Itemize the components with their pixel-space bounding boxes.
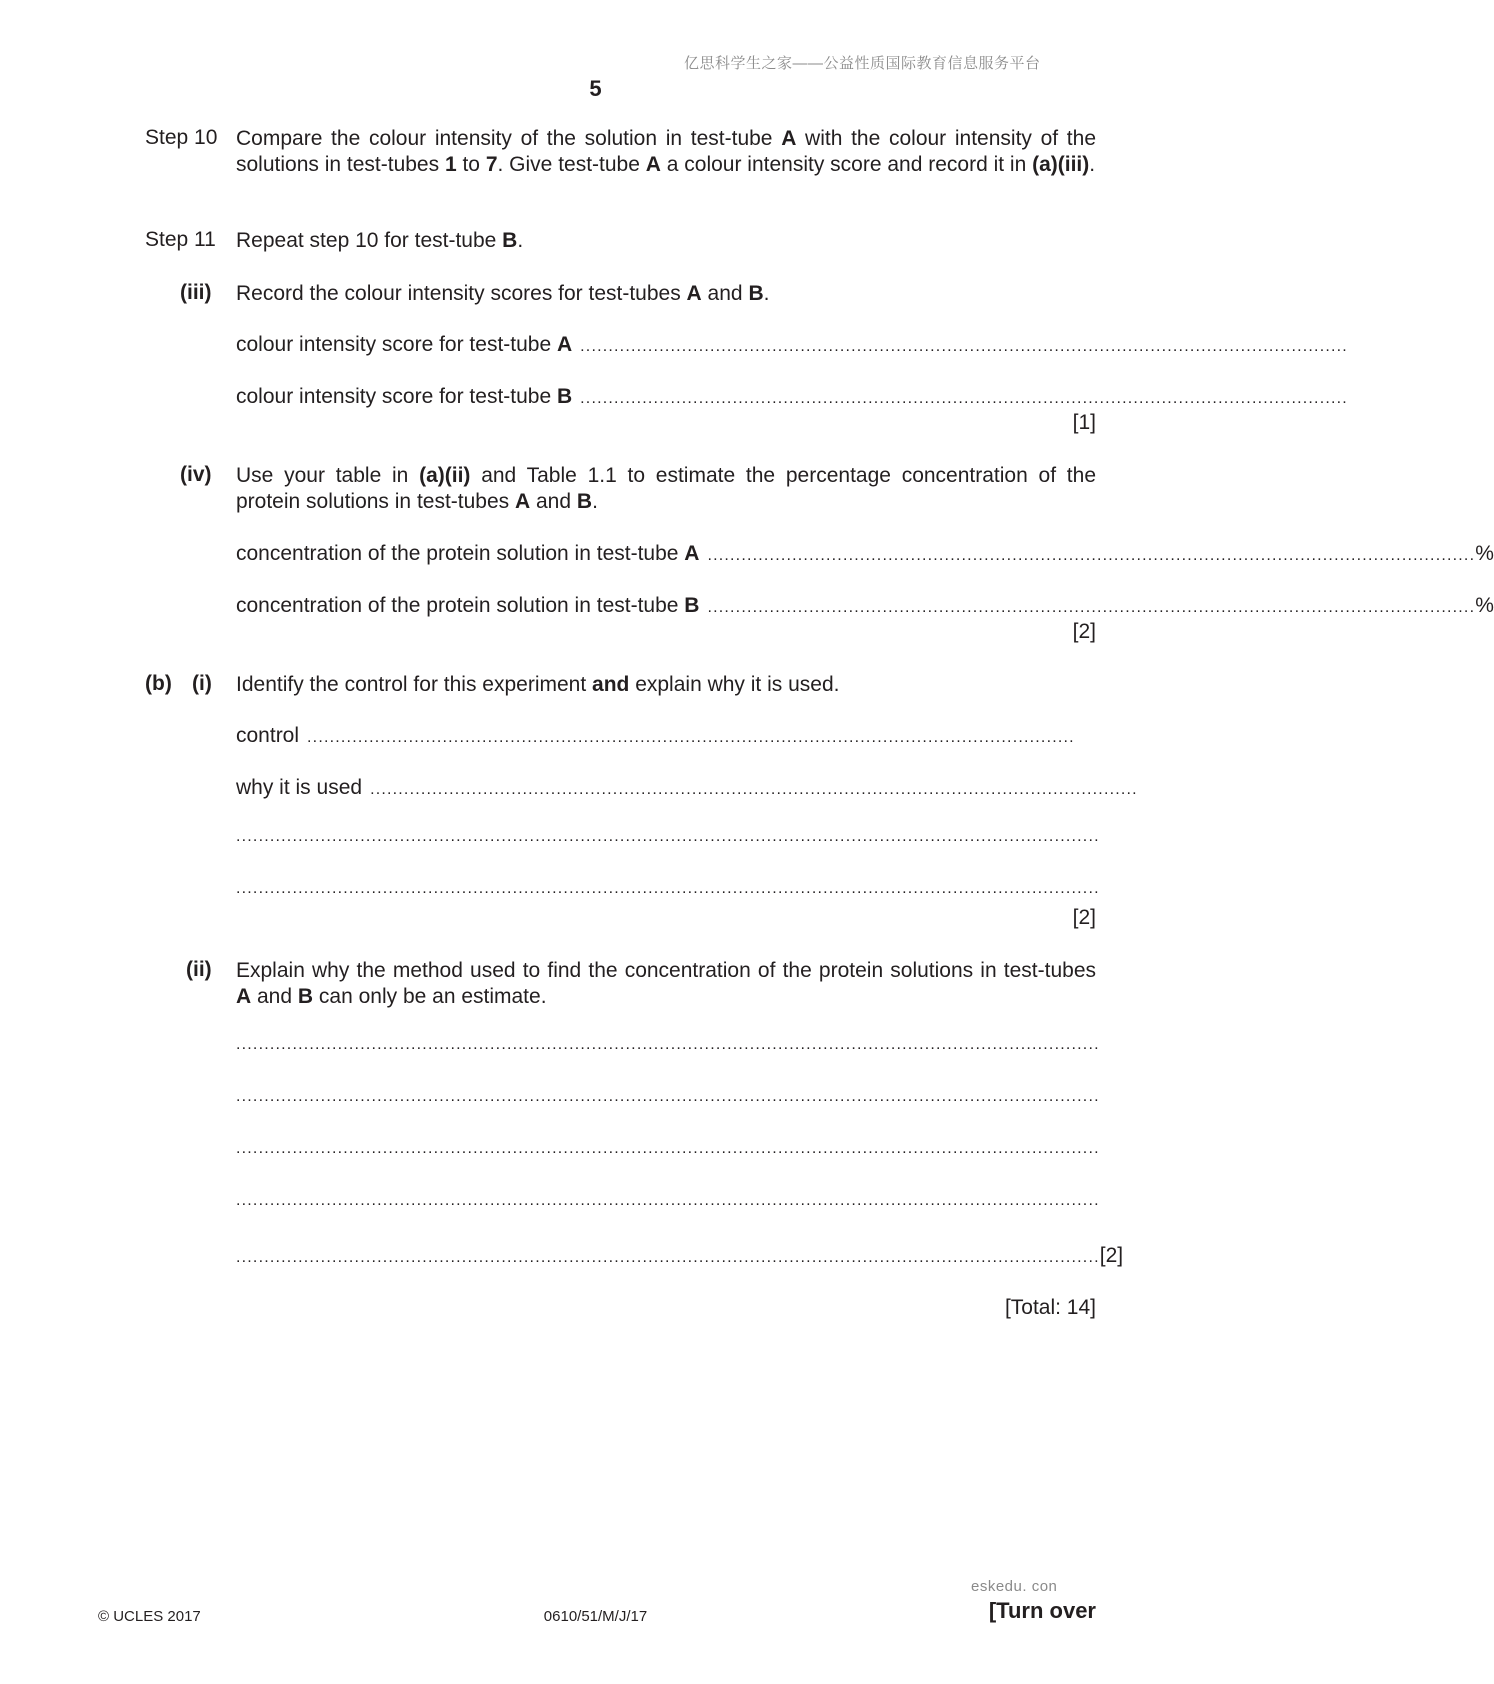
total-marks: [Total: 14] <box>1004 1296 1096 1319</box>
question-iii-label: (iii) <box>180 281 212 304</box>
question-b-i-text: Identify the control for this experiment and explain why it is used. <box>236 673 840 696</box>
watermark-footer: eskedu. con <box>971 1578 1058 1595</box>
question-iii-text: Record the colour intensity scores for test-tubes A and B. <box>236 282 770 305</box>
answer-line-estimate-5[interactable]: ......................................................................................................................................................... [2] <box>236 1244 1124 1267</box>
question-b-i-label: (i) <box>192 672 212 695</box>
question-iv-label: (iv) <box>180 463 212 486</box>
question-b-ii-label: (ii) <box>186 958 212 981</box>
answer-line-estimate-1[interactable]: ......................................................................................................................................................... <box>236 1036 1100 1053</box>
answer-line-score-b[interactable]: colour intensity score for test-tube B ........................................................................................................................................ <box>236 385 1348 408</box>
answer-line-why-used-3[interactable]: ......................................................................................................................................................... <box>236 880 1100 897</box>
page-number: 5 <box>589 76 602 101</box>
answer-line-score-a[interactable]: colour intensity score for test-tube A ........................................................................................................................................ <box>236 333 1348 356</box>
mark-iv: [2] <box>1072 620 1096 643</box>
question-iv-text: Use your table in (a)(ii) and Table 1.1 to estimate the percentage concentration of the protein solutions in test-tubes A and B. <box>236 464 1096 513</box>
step11-label: Step 11 <box>145 228 216 251</box>
part-b-label: (b) <box>145 672 172 695</box>
answer-line-why-used[interactable]: why it is used ........................................................................................................................................ <box>236 776 1138 799</box>
step10-text: Compare the colour intensity of the solution in test-tube A with the colour intensity of the solutions in test-tubes 1 to 7. Give test-tube A a colour intensity score and record it in (a)(iii). <box>236 127 1096 176</box>
answer-line-estimate-2[interactable]: ......................................................................................................................................................... <box>236 1088 1100 1105</box>
turn-over: [Turn over <box>988 1598 1096 1623</box>
answer-line-control[interactable]: control ........................................................................................................................................ <box>236 724 1075 747</box>
watermark-header: 亿思科学生之家——公益性质国际教育信息服务平台 <box>684 55 1041 72</box>
answer-line-estimate-4[interactable]: ......................................................................................................................................................... <box>236 1192 1100 1209</box>
mark-b-i: [2] <box>1072 906 1096 929</box>
copyright: © UCLES 2017 <box>98 1608 201 1625</box>
answer-line-concentration-a[interactable]: concentration of the protein solution in test-tube A ........................................................................................................................................ % <box>236 542 1494 565</box>
answer-line-estimate-3[interactable]: ......................................................................................................................................................... <box>236 1140 1100 1157</box>
paper-code: 0610/51/M/J/17 <box>543 1608 648 1625</box>
answer-line-concentration-b[interactable]: concentration of the protein solution in test-tube B ........................................................................................................................................ % <box>236 594 1494 617</box>
question-b-ii-text: Explain why the method used to find the concentration of the protein solutions in test-tubes A and B can only be an estimate. <box>236 959 1096 1008</box>
mark-iii: [1] <box>1072 411 1096 434</box>
mark-b-ii: [2] <box>1099 1244 1124 1267</box>
step11-text: Repeat step 10 for test-tube B. <box>236 229 524 252</box>
answer-line-why-used-2[interactable]: ......................................................................................................................................................... <box>236 828 1100 845</box>
step10-label: Step 10 <box>145 126 218 149</box>
